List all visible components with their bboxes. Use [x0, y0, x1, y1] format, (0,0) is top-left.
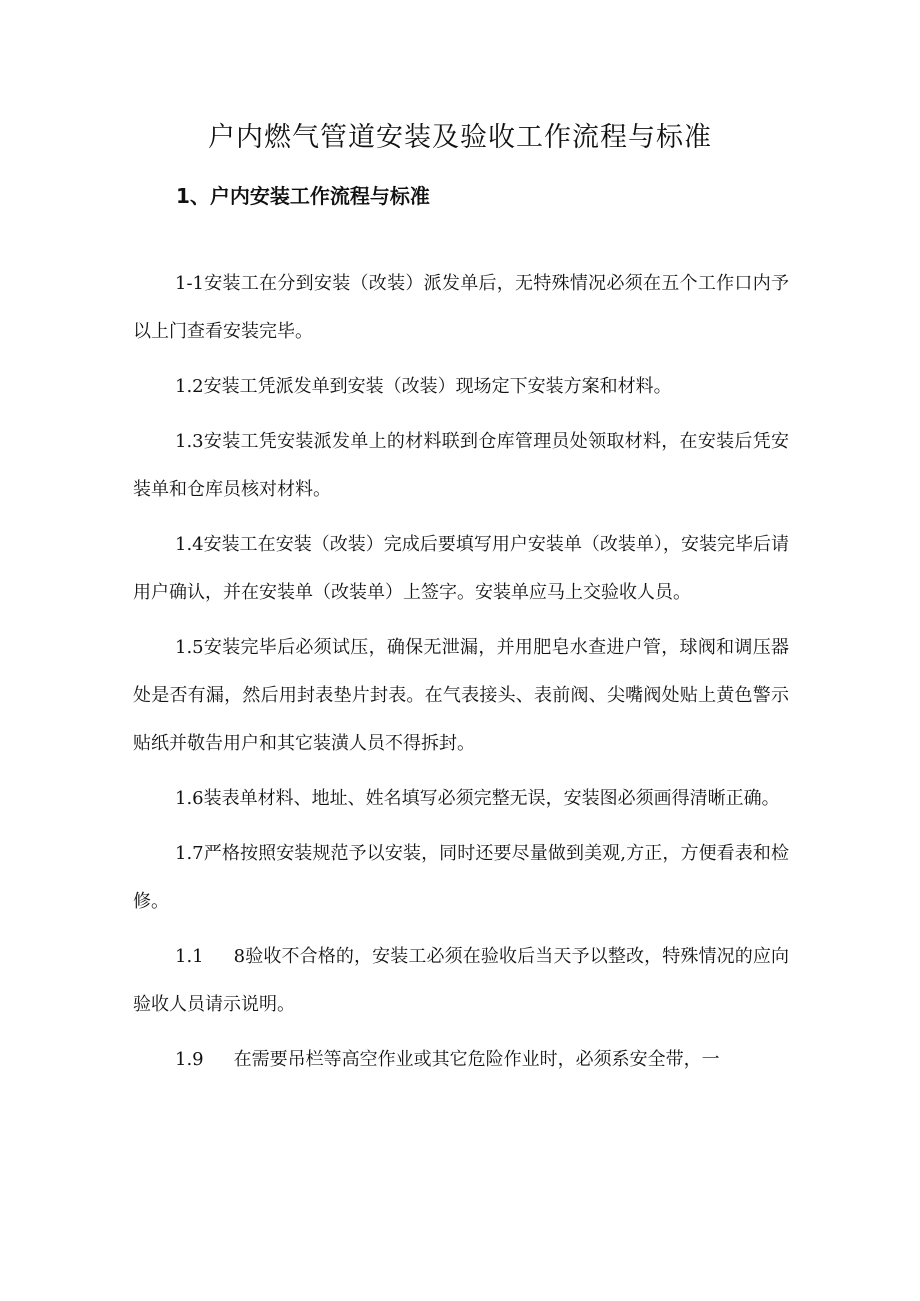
paragraph-text: 安装工凭安装派发单上的材料联到仓库管理员处领取材料，在安装后凭安装单和仓库员核对材料。: [133, 431, 789, 500]
paragraph-text: 安装工在分到安装（改装）派发单后，无特殊情况必须在五个工作口内予以上门查看安装完毕。: [133, 273, 789, 342]
paragraph-number: 1.1: [175, 946, 204, 967]
section-heading: 1、户内安装工作流程与标准: [176, 184, 430, 208]
paragraph-number: 1.3: [175, 431, 204, 452]
paragraph-text: 严格按照安装规范予以安装，同时还要尽量做到美观,方正，方便看表和检修。: [133, 843, 789, 912]
paragraph-text: 装表单材料、地址、姓名填写必须完整无误，安装图必须画得清晰正确。: [203, 788, 780, 809]
paragraph-text: 安装完毕后必须试压，确保无泄漏，并用肥皂水查进户管，球阀和调压器处是否有漏，然后用封表垫片封表。在气表接头、表前阀、尖嘴阀处贴上黄色警示贴纸并敬告用户和其它装潢人员不得拆封。: [133, 637, 789, 754]
paragraph-1-3: [133, 418, 789, 514]
paragraph-text: 安装工凭派发单到安装（改装）现场定下安装方案和材料。: [203, 376, 672, 397]
paragraph-text: 在需要吊栏等高空作业或其它危险作业时，必须系安全带，一: [233, 1049, 720, 1070]
paragraph-number: 1.2: [175, 376, 204, 397]
paragraph-1-4: [133, 521, 789, 617]
paragraph-number: 1.6: [175, 788, 204, 809]
paragraph-number: 1.4: [175, 534, 204, 555]
paragraph-1-6: [133, 775, 789, 823]
paragraph-number: 1-1: [175, 273, 204, 294]
paragraph-number: 1.7: [175, 843, 204, 864]
document-title: 户内燃气管道安装及验收工作流程与标准: [208, 122, 712, 153]
paragraph-1-5: [133, 624, 789, 768]
document-body: [133, 260, 789, 1091]
paragraph-1-1: [133, 260, 789, 356]
paragraph-text: 8验收不合格的，安装工必须在验收后当天予以整改，特殊情况的应向验收人员请示说明。: [133, 946, 789, 1015]
paragraph-number: 1.5: [175, 637, 204, 658]
paragraph-1-7: [133, 830, 789, 926]
paragraph-1-2: [133, 363, 789, 411]
paragraph-1-8: [133, 933, 789, 1029]
paragraph-number: 1.9: [175, 1049, 204, 1070]
paragraph-text: 安装工在安装（改装）完成后要填写用户安装单（改装单），安装完毕后请用户确认，并在安装单（改装单）上签字。安装单应马上交验收人员。: [133, 534, 789, 603]
paragraph-1-9: [133, 1036, 789, 1084]
